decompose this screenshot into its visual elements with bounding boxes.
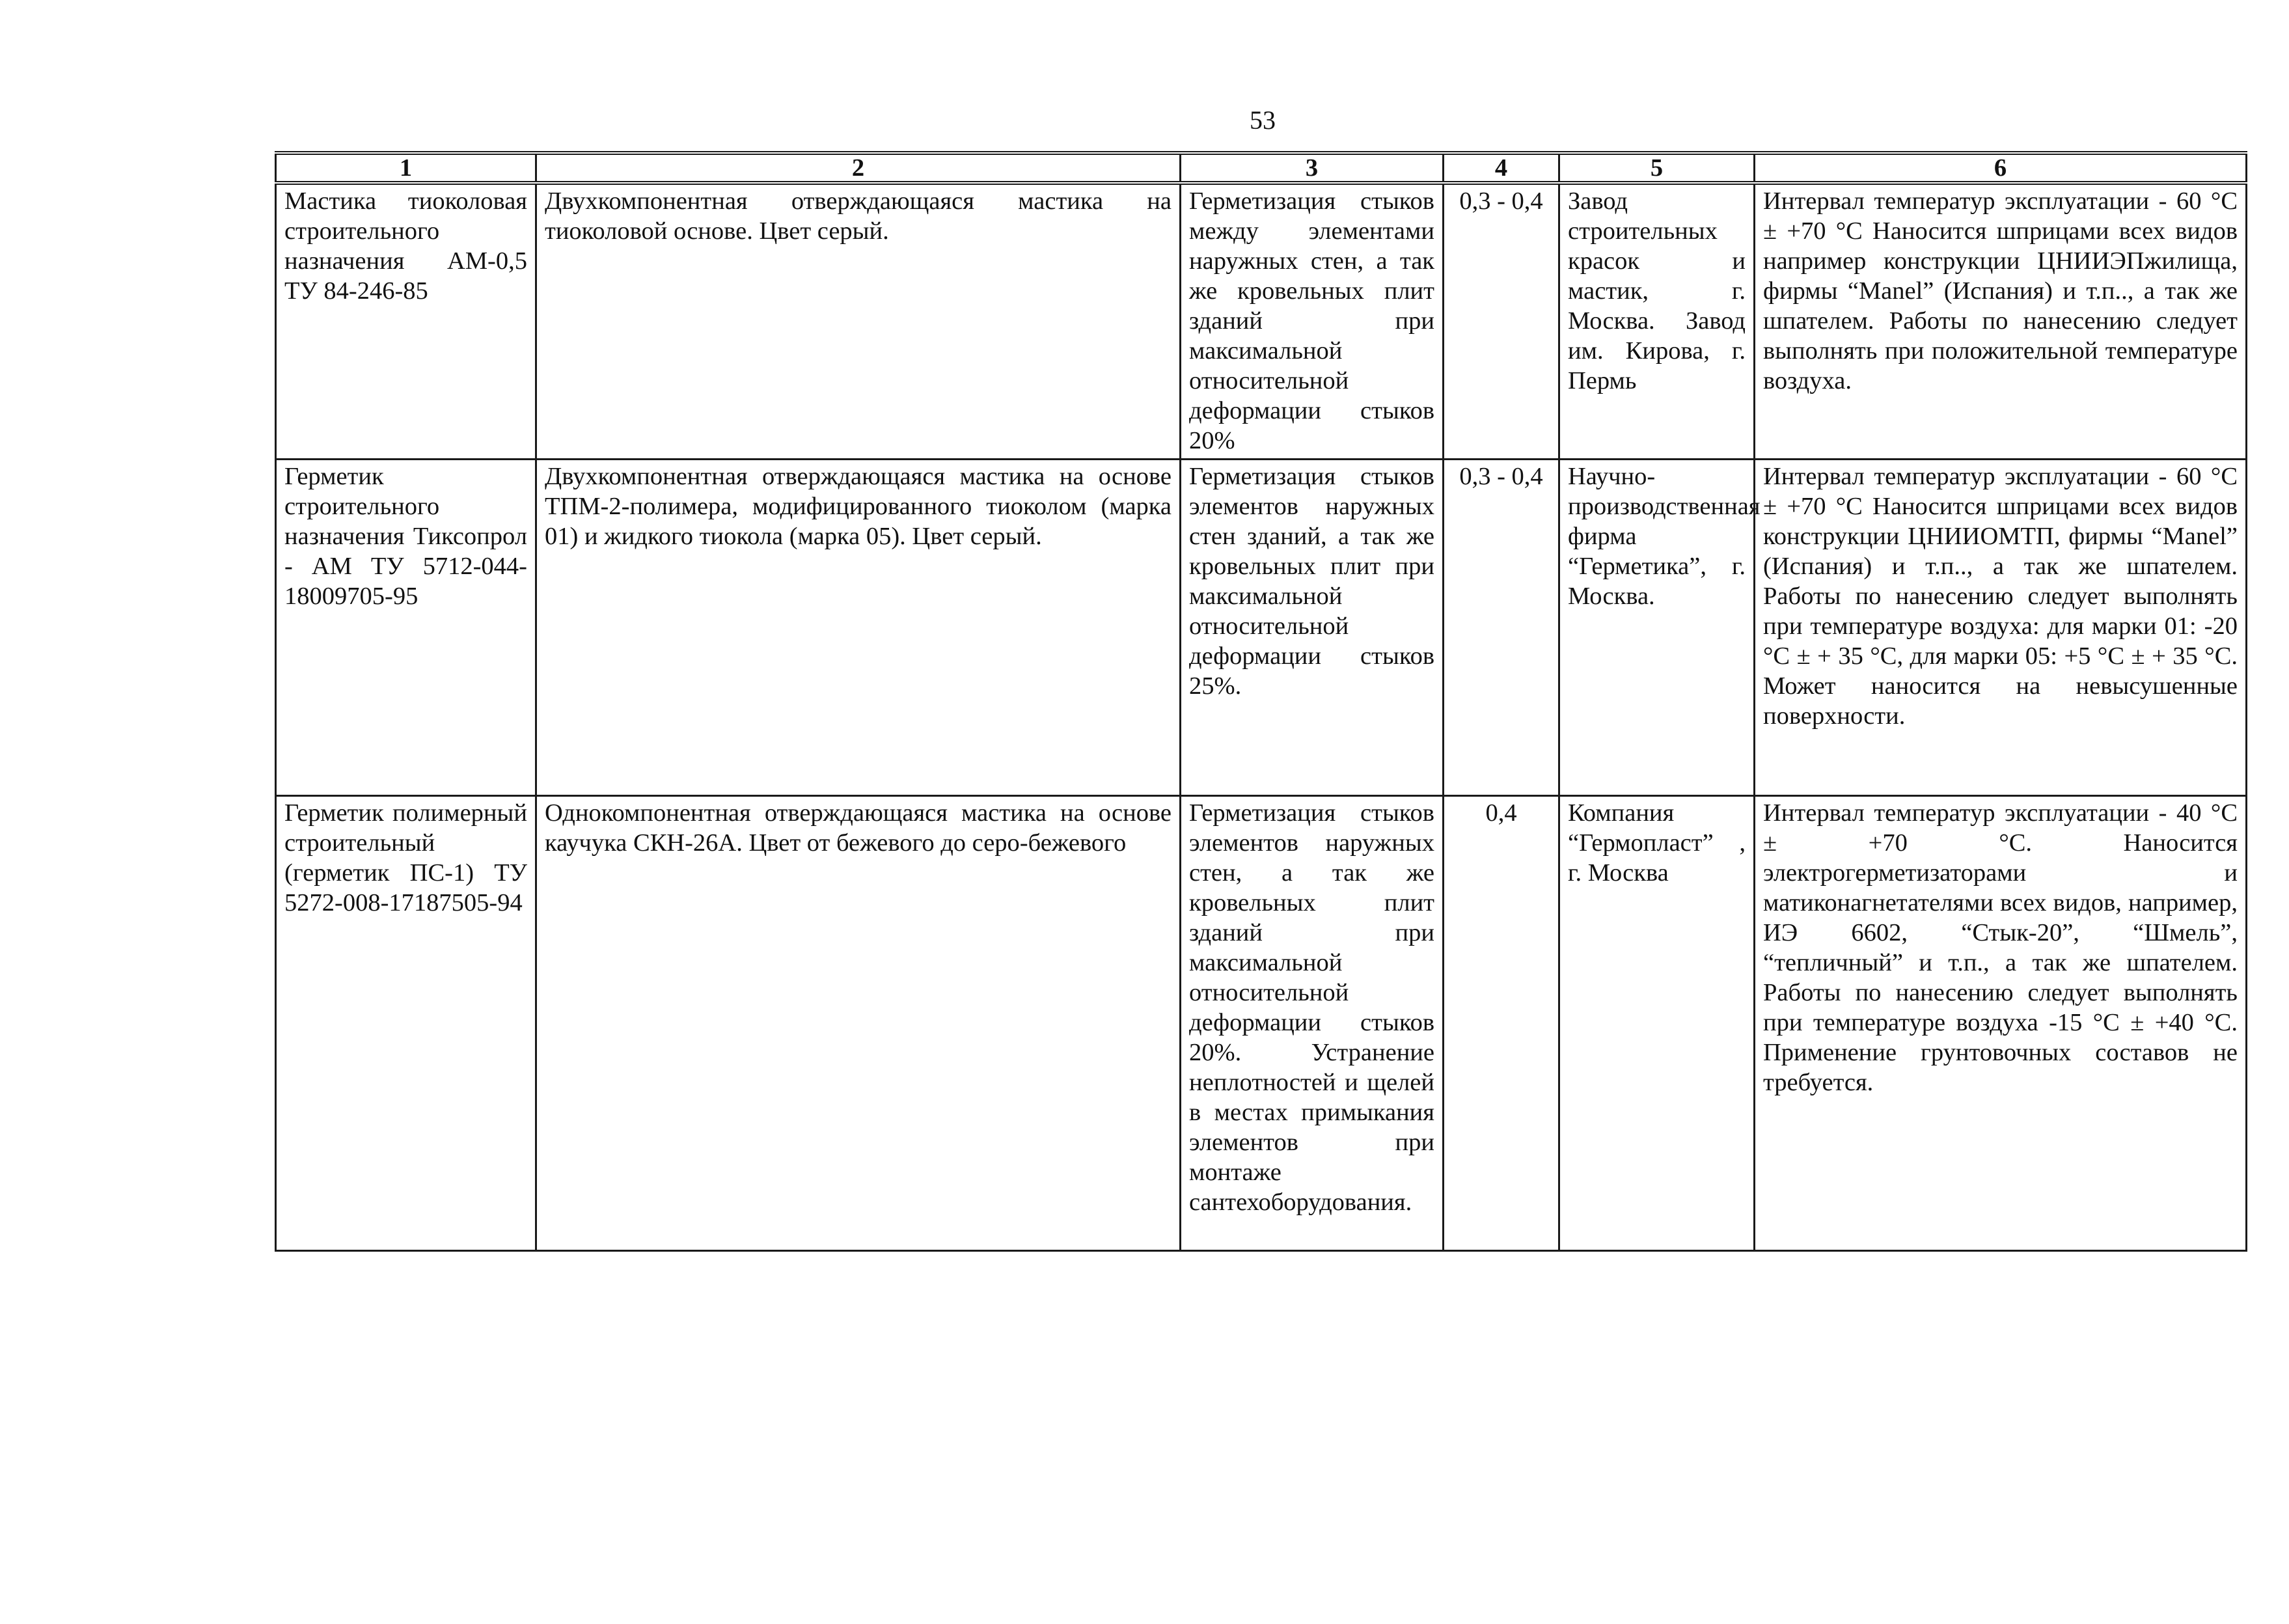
column-header-3: 3 <box>1181 153 1444 183</box>
material-description-cell: Однокомпонентная отверждающаяся мастика на основе каучука СКН-26А. Цвет от бежевого до серо-бежевого <box>536 796 1181 1251</box>
application-cell: Герметизация стыков между элементами наружных стен, а так же кровельных плит зданий при максимальной относительной деформации стыков 20% <box>1181 183 1444 460</box>
materials-table <box>275 151 2247 1252</box>
material-name-cell: Герметик строительного назначения Тиксопрол - АМ ТУ 5712-044-18009705-95 <box>276 460 536 796</box>
column-header-6: 6 <box>1755 153 2247 183</box>
page-number: 53 <box>1250 105 1276 135</box>
application-cell: Герметизация стыков элементов наружных стен, а так же кровельных плит зданий при максимальной относительной деформации стыков 20%. Устранение неплотностей и щелей в местах примыкания элементов при монтаже сантехоборудования. <box>1181 796 1444 1251</box>
material-description-cell: Двухкомпонентная отверждающаяся мастика на основе ТПМ-2-полимера, модифицированного тиоколом (марка 01) и жидкого тиокола (марка 05). Цвет серый. <box>536 460 1181 796</box>
thickness-cell: 0,4 <box>1444 796 1559 1251</box>
material-name-cell: Герметик полимерный строительный (герметик ПС-1) ТУ 5272-008-17187505-94 <box>276 796 536 1251</box>
manufacturer-cell: Научно-производственная фирма “Герметика”, г. Москва. <box>1559 460 1755 796</box>
column-header-1: 1 <box>276 153 536 183</box>
table-row <box>276 796 2247 1251</box>
table-row <box>276 460 2247 796</box>
notes-cell: Интервал температур эксплуатации - 40 °С ± +70 °С. Наносится электрогерметизаторами и матиконагнетателями всех видов, например, ИЭ 6602, “Стык-20”, “Шмель”, “тепличный” и т.п., а так же шпателем. Работы по нанесению следует выполнять при температуре воздуха -15 °С ± +40 °С. Применение грунтовочных составов не требуется. <box>1755 796 2247 1251</box>
material-description-cell: Двухкомпонентная отверждающаяся мастика на тиоколовой основе. Цвет серый. <box>536 183 1181 460</box>
column-header-4: 4 <box>1444 153 1559 183</box>
material-name-cell: Мастика тиоколовая строительного назначения АМ-0,5 ТУ 84-246-85 <box>276 183 536 460</box>
thickness-cell: 0,3 - 0,4 <box>1444 460 1559 796</box>
table-header-row <box>276 153 2247 183</box>
thickness-cell: 0,3 - 0,4 <box>1444 183 1559 460</box>
notes-cell: Интервал температур эксплуатации - 60 °С ± +70 °С Наносится шприцами всех видов конструкции ЦНИИОМТП, фирмы “Manel” (Испания) и т.п.., а так же шпателем. Работы по нанесению следует выполнять при температуре воздуха: для марки 01: -20 °С ± + 35 °С, для марки 05: +5 °С ± + 35 °С. Может наносится на невысушенные поверхности. <box>1755 460 2247 796</box>
manufacturer-cell: Завод строительных красок и мастик, г. Москва. Завод им. Кирова, г. Пермь <box>1559 183 1755 460</box>
application-cell: Герметизация стыков элементов наружных стен зданий, а так же кровельных плит при максимальной относительной деформации стыков 25%. <box>1181 460 1444 796</box>
column-header-5: 5 <box>1559 153 1755 183</box>
manufacturer-cell: Компания “Гермопласт” , г. Москва <box>1559 796 1755 1251</box>
notes-cell: Интервал температур эксплуатации - 60 °С ± +70 °С Наносится шприцами всех видов например конструкции ЦНИИЭПжилища, фирмы “Manel” (Испания) и т.п.., а так же шпателем. Работы по нанесению следует выполнять при положительной температуре воздуха. <box>1755 183 2247 460</box>
column-header-2: 2 <box>536 153 1181 183</box>
table-row <box>276 183 2247 460</box>
